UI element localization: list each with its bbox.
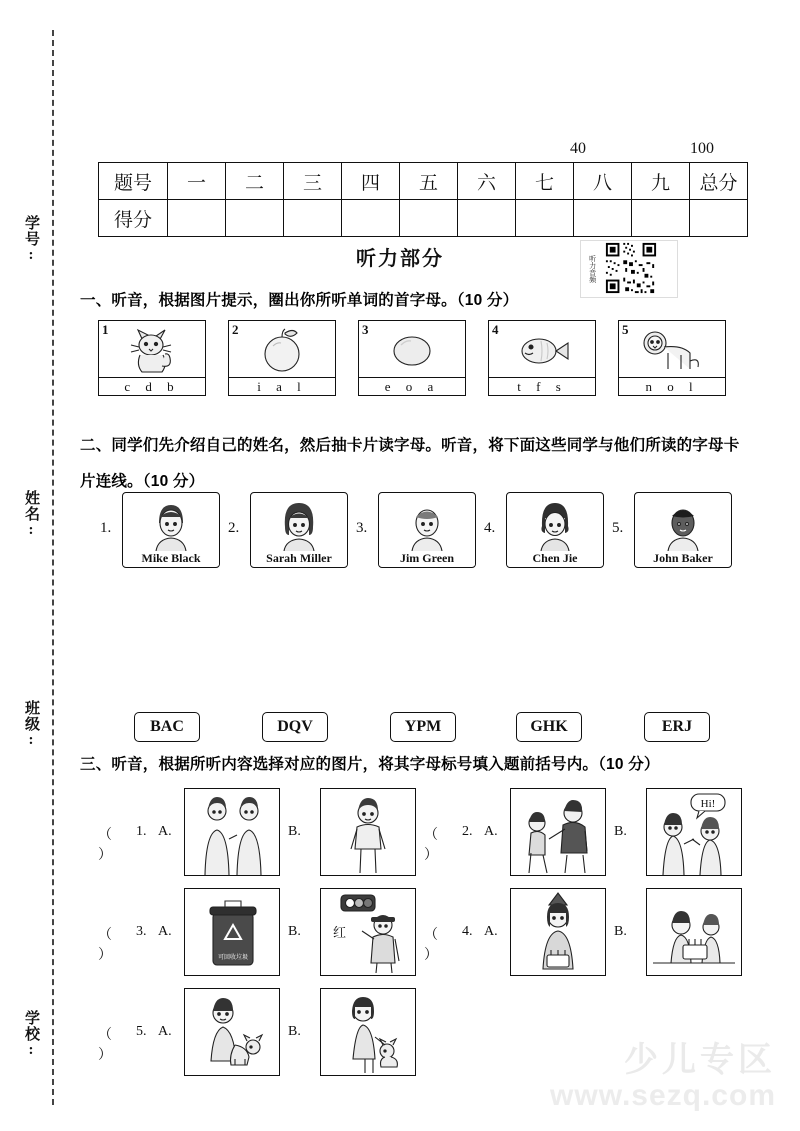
score-cell-7[interactable] bbox=[516, 200, 574, 237]
cat-icon bbox=[99, 321, 205, 378]
exercise3-item-2-label: 2. bbox=[462, 824, 473, 839]
score-table-row-header-number: 题号 bbox=[99, 163, 168, 200]
score-cell-3[interactable] bbox=[284, 200, 342, 237]
score-top-label-40: 40 bbox=[570, 140, 586, 157]
lion-icon bbox=[619, 321, 725, 378]
traffic-light-police-icon bbox=[321, 889, 415, 975]
exercise3-item-3-optionA-label: A. bbox=[158, 924, 172, 939]
exercise2-student-2-index: 2. bbox=[228, 520, 240, 536]
exercise3-item-2-optionA-label: A. bbox=[484, 824, 498, 839]
score-col-3: 三 bbox=[284, 163, 342, 200]
exercise1-item-4[interactable] bbox=[488, 320, 596, 396]
exercise2-student-1-card[interactable] bbox=[122, 492, 220, 568]
exercise3-item-4-optionA-label: A. bbox=[484, 924, 498, 939]
exercise3-item-1-optionA-label: A. bbox=[158, 824, 172, 839]
boy-standing-icon bbox=[321, 789, 415, 875]
score-table-row-header-score: 得分 bbox=[99, 200, 168, 237]
boy-face-icon bbox=[379, 493, 475, 551]
exercise3-item-4-optionB-label: B. bbox=[614, 924, 627, 939]
svg-text:红: 红 bbox=[333, 925, 347, 940]
qr-label: 听力音频 bbox=[581, 241, 603, 297]
two-kids-greeting-icon bbox=[647, 789, 741, 875]
exercise3-item-1-bracket[interactable]: （ ） bbox=[98, 828, 112, 863]
exercise3-item-2-optionB-label: B. bbox=[614, 824, 627, 839]
exercise2-student-3-name: Jim Green bbox=[379, 551, 475, 566]
score-table-value-row bbox=[99, 200, 748, 237]
score-cell-6[interactable] bbox=[458, 200, 516, 237]
exercise3-item-4-label: 4. bbox=[462, 924, 473, 939]
score-cell-9[interactable] bbox=[632, 200, 690, 237]
margin-label-student-id: 学号: bbox=[23, 215, 39, 264]
score-col-8: 八 bbox=[574, 163, 632, 200]
girl-with-dog-icon bbox=[321, 989, 415, 1075]
score-col-total: 总分 bbox=[690, 163, 748, 200]
boy-face-icon bbox=[635, 493, 731, 551]
exercise3-item-4-bracket[interactable]: （ ） bbox=[424, 928, 438, 963]
exercise1-prompt: 一、听音，根据图片提示，圈出你所听单词的首字母。（10 分） bbox=[80, 292, 519, 309]
exercise3-item-5-optionA-label: A. bbox=[158, 1024, 172, 1039]
exercise3-item-5-optionB-image[interactable] bbox=[320, 988, 416, 1076]
egg-icon bbox=[359, 321, 465, 378]
score-cell-5[interactable] bbox=[400, 200, 458, 237]
exercise1-item-3-letters[interactable]: e o a bbox=[359, 377, 465, 395]
exercise3-item-3-optionB-image[interactable] bbox=[320, 888, 416, 976]
exercise1-item-4-letters[interactable]: t f s bbox=[489, 377, 595, 395]
exercise1-item-4-number: 4 bbox=[492, 322, 499, 337]
trash-bin-icon bbox=[185, 889, 279, 975]
score-top-label-100: 100 bbox=[690, 140, 714, 157]
svg-text:Hi!: Hi! bbox=[700, 798, 716, 810]
exercise3-item-5-optionA-image[interactable] bbox=[184, 988, 280, 1076]
letter-card-4[interactable]: GHK bbox=[516, 712, 582, 742]
score-col-1: 一 bbox=[168, 163, 226, 200]
margin-label-name: 姓名: bbox=[23, 490, 39, 539]
score-table bbox=[98, 162, 748, 237]
boy-face-icon bbox=[123, 493, 219, 551]
exercise3-item-5-optionB-label: B. bbox=[288, 1024, 301, 1039]
exercise3-item-1-label: 1. bbox=[136, 824, 147, 839]
score-cell-1[interactable] bbox=[168, 200, 226, 237]
score-cell-total[interactable] bbox=[690, 200, 748, 237]
score-col-5: 五 bbox=[400, 163, 458, 200]
exercise3-item-5-label: 5. bbox=[136, 1024, 147, 1039]
exercise2-student-4-index: 4. bbox=[484, 520, 496, 536]
exercise3-item-2-optionB-image[interactable] bbox=[646, 788, 742, 876]
left-margin-strip bbox=[0, 0, 72, 1131]
girl-face-icon bbox=[507, 493, 603, 551]
qr-code-icon bbox=[603, 241, 659, 295]
exercise3-item-4-optionB-image[interactable] bbox=[646, 888, 742, 976]
score-cell-8[interactable] bbox=[574, 200, 632, 237]
exercise3-row-1 bbox=[98, 788, 748, 882]
letter-card-5[interactable]: ERJ bbox=[644, 712, 710, 742]
score-col-2: 二 bbox=[226, 163, 284, 200]
exercise2-student-1-name: Mike Black bbox=[123, 551, 219, 566]
exercise3-item-1-optionB-label: B. bbox=[288, 824, 301, 839]
letter-card-3[interactable]: YPM bbox=[390, 712, 456, 742]
margin-label-class: 班级: bbox=[23, 700, 39, 749]
exercise1-item-5[interactable] bbox=[618, 320, 726, 396]
section-title-listening: 听力部分 bbox=[356, 248, 444, 270]
audio-qr-code[interactable] bbox=[580, 240, 678, 298]
exercise1-item-5-number: 5 bbox=[622, 322, 629, 337]
exercise1-item-3[interactable] bbox=[358, 320, 466, 396]
boy-with-dog-icon bbox=[185, 989, 279, 1075]
exercise1-item-1[interactable] bbox=[98, 320, 206, 396]
girl-birthday-icon bbox=[511, 889, 605, 975]
exercise3-item-3-optionB-label: B. bbox=[288, 924, 301, 939]
exercise2-student-4-card[interactable] bbox=[506, 492, 604, 568]
fold-dashed-line bbox=[52, 30, 54, 1105]
exercise1-item-2-number: 2 bbox=[232, 322, 239, 337]
exercise2-student-2-card[interactable] bbox=[250, 492, 348, 568]
exercise2-student-3-index: 3. bbox=[356, 520, 368, 536]
exercise2-student-5-index: 5. bbox=[612, 520, 624, 536]
score-table-header-row bbox=[99, 163, 748, 200]
margin-label-school: 学校: bbox=[23, 1010, 39, 1059]
exercise2-student-4-name: Chen Jie bbox=[507, 551, 603, 566]
exercise3-item-3-label: 3. bbox=[136, 924, 147, 939]
exercise1-item-5-letters[interactable]: n o l bbox=[619, 377, 725, 395]
exercise3-item-2-optionA-image[interactable] bbox=[510, 788, 606, 876]
exercise2-student-5[interactable] bbox=[612, 492, 758, 570]
exercise3-item-3-bracket[interactable]: （ ） bbox=[98, 928, 112, 963]
birthday-cake-icon bbox=[647, 889, 741, 975]
exercise3-item-4-optionA-image[interactable] bbox=[510, 888, 606, 976]
score-cell-4[interactable] bbox=[342, 200, 400, 237]
exercise2-student-1-index: 1. bbox=[100, 520, 112, 536]
apple-icon bbox=[229, 321, 335, 378]
exercise1-items bbox=[98, 320, 748, 398]
exercise2-student-2-name: Sarah Miller bbox=[251, 551, 347, 566]
exercise3-item-5-bracket[interactable]: （ ） bbox=[98, 1028, 112, 1063]
two-girls-talking-icon bbox=[185, 789, 279, 875]
exercise1-item-2-letters[interactable]: i a l bbox=[229, 377, 335, 395]
exercise2-student-5-card[interactable] bbox=[634, 492, 732, 568]
exercise2-student-3-card[interactable] bbox=[378, 492, 476, 568]
watermark-url: www.sezq.com bbox=[550, 1079, 776, 1112]
watermark bbox=[550, 1043, 776, 1113]
exercise1-item-3-number: 3 bbox=[362, 322, 369, 337]
score-col-9: 九 bbox=[632, 163, 690, 200]
exercise3-item-1-optionA-image[interactable] bbox=[184, 788, 280, 876]
score-col-6: 六 bbox=[458, 163, 516, 200]
letter-card-2[interactable]: DQV bbox=[262, 712, 328, 742]
score-cell-2[interactable] bbox=[226, 200, 284, 237]
exercise3-item-3-optionA-image[interactable] bbox=[184, 888, 280, 976]
man-helping-child-icon bbox=[511, 789, 605, 875]
exercise1-item-2[interactable] bbox=[228, 320, 336, 396]
exercise1-item-1-letters[interactable]: c d b bbox=[99, 377, 205, 395]
exercise1-item-1-number: 1 bbox=[102, 322, 109, 337]
fish-icon bbox=[489, 321, 595, 378]
score-col-7: 七 bbox=[516, 163, 574, 200]
watermark-brand: 少儿专区 bbox=[624, 1041, 776, 1080]
letter-card-1[interactable]: BAC bbox=[134, 712, 200, 742]
score-table-area bbox=[98, 140, 748, 237]
exercise3-item-2-bracket[interactable]: （ ） bbox=[424, 828, 438, 863]
girl-face-icon bbox=[251, 493, 347, 551]
exercise3-item-1-optionB-image[interactable] bbox=[320, 788, 416, 876]
exercise2-letter-cards bbox=[98, 712, 748, 744]
exercise3-row-2 bbox=[98, 888, 748, 982]
exercise2-student-5-name: John Baker bbox=[635, 551, 731, 566]
exercise2-prompt: 二、同学们先介绍自己的姓名，然后抽卡片读字母。听音，将下面这些同学与他们所读的字母卡片连线。（10 分） bbox=[80, 437, 740, 490]
exercise2-student-cards bbox=[98, 492, 748, 572]
svg-text:可回收垃圾: 可回收垃圾 bbox=[217, 955, 249, 961]
score-table-top-labels bbox=[98, 140, 748, 162]
exercise3-prompt: 三、听音，根据所听内容选择对应的图片，将其字母标号填入题前括号内。（10 分） bbox=[80, 756, 660, 773]
score-col-4: 四 bbox=[342, 163, 400, 200]
